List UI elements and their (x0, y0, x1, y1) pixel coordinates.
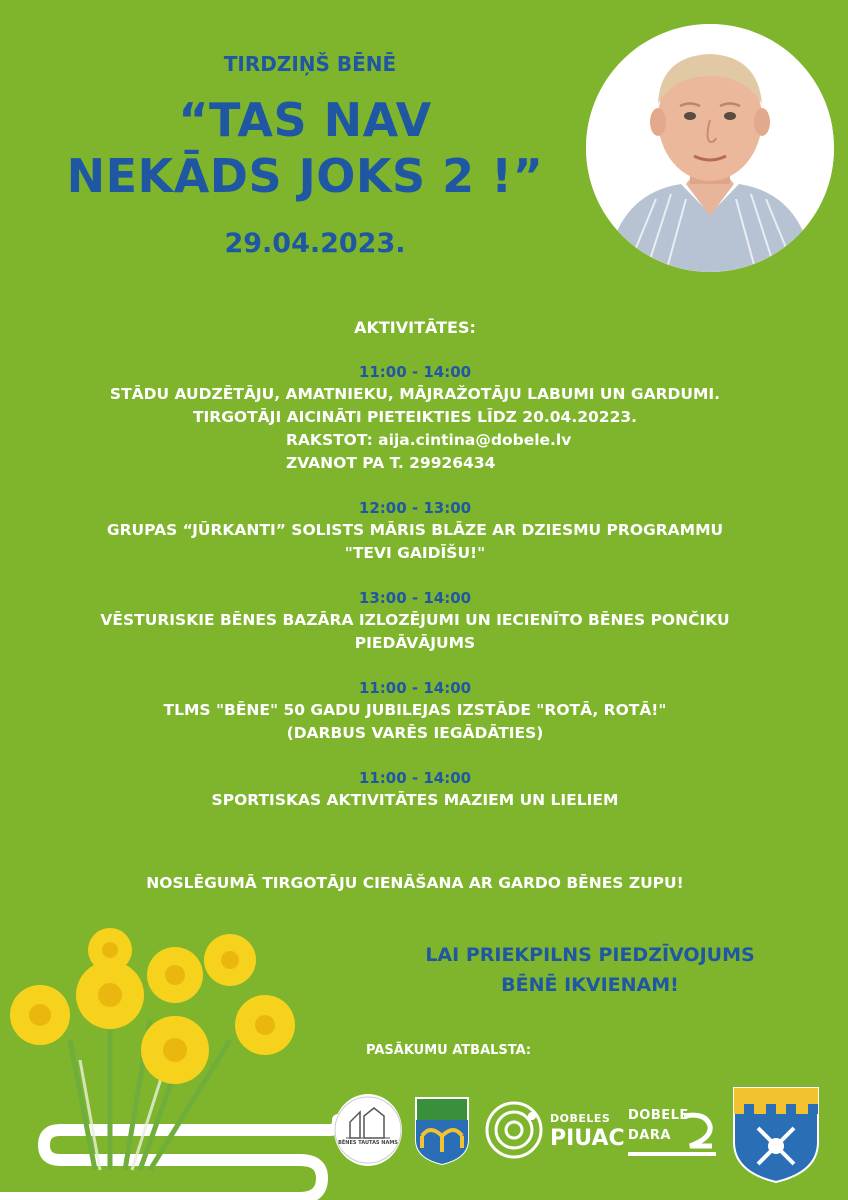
slogan-line1: LAI PRIEKPILNS PIEDZĪVOJUMS (425, 944, 755, 966)
activity-time: 11:00 - 14:00 (358, 363, 472, 381)
dara-line2: DARA (628, 1128, 671, 1143)
activity-line: SPORTISKAS AKTIVITĀTES MAZIEM UN LIELIEM (211, 791, 619, 809)
slogan (340, 940, 840, 1000)
slogan-line2: BĒNĒ IKVIENAM! (501, 974, 679, 996)
event-subtitle: TIRDZIŅŠ BĒNĒ (223, 52, 397, 76)
activity-line: VĒSTURISKIE BĒNES BAZĀRA IZLOZĒJUMI UN IECIENĪTO BĒNES PONČIKU (100, 611, 730, 629)
dara-line1: DOBELE (628, 1108, 689, 1123)
activity-line: "TEVI GAIDĪŠU!" (344, 544, 486, 562)
closing-note: NOSLĒGUMĀ TIRGOTĀJU CIENĀŠANA AR GARDO BĒNES ZUPU! (146, 874, 684, 892)
dobeles-piuac-logo (484, 1100, 625, 1160)
activity-block (20, 587, 810, 655)
bene-parish-coat-of-arms (414, 1096, 470, 1166)
activity-block (20, 677, 810, 745)
portrait-illustration (586, 24, 834, 272)
activity-block (20, 361, 810, 475)
benes-tautas-nams-logo (334, 1094, 402, 1166)
orbit-icon (484, 1100, 546, 1160)
two-icon (626, 1106, 722, 1162)
event-title-line2: NEKĀDS JOKS 2 !” (66, 149, 544, 203)
activity-line: STĀDU AUDZĒTĀJU, AMATNIEKU, MĀJRAŽOTĀJU LABUMI UN GARDUMI. (109, 385, 721, 403)
activity-block (20, 497, 810, 565)
activity-time: 12:00 - 13:00 (358, 499, 472, 517)
sponsors-label: PASĀKUMU ATBALSTA: (366, 1043, 532, 1058)
event-date: 29.04.2023. (224, 228, 406, 259)
performer-portrait (586, 24, 834, 272)
dobele-dara-logo (626, 1106, 722, 1162)
event-title (10, 92, 600, 204)
activity-line: TLMS "BĒNE" 50 GADU JUBILEJAS IZSTĀDE "ROTĀ, ROTĀ!" (163, 701, 667, 719)
activity-block (20, 767, 810, 812)
activity-time: 11:00 - 14:00 (358, 679, 472, 697)
program-section (20, 318, 810, 834)
piuac-big-text: PIUAC (550, 1126, 625, 1151)
activity-line: TIRGOTĀJI AICINĀTI PIETEIKTIES LĪDZ 20.04.20223. (192, 408, 638, 426)
event-title-line1: “TAS NAV (178, 93, 432, 147)
daffodil-flower (10, 928, 295, 1084)
daffodil-illustration (0, 920, 340, 1200)
activity-line: PIEDĀVĀJUMS (354, 634, 476, 652)
activity-line: (DARBUS VARĒS IEGĀDĀTIES) (286, 724, 544, 742)
house-icon (334, 1094, 402, 1166)
piuac-small-text: DOBELES (550, 1112, 611, 1125)
activity-time: 13:00 - 14:00 (358, 589, 472, 607)
contact-email: RAKSTOT: aija.cintina@dobele.lv (286, 431, 572, 449)
activities-heading: AKTIVITĀTES: (354, 318, 476, 337)
activity-time: 11:00 - 14:00 (358, 769, 472, 787)
contact-phone: ZVANOT PA T. 29926434 (286, 454, 496, 472)
dobele-coat-of-arms (730, 1084, 822, 1184)
benes-logo-text: BĒNES TAUTAS NAMS (338, 1140, 398, 1146)
activity-line: GRUPAS “JŪRKANTI” SOLISTS MĀRIS BLĀZE AR DZIESMU PROGRAMMU (106, 521, 724, 539)
